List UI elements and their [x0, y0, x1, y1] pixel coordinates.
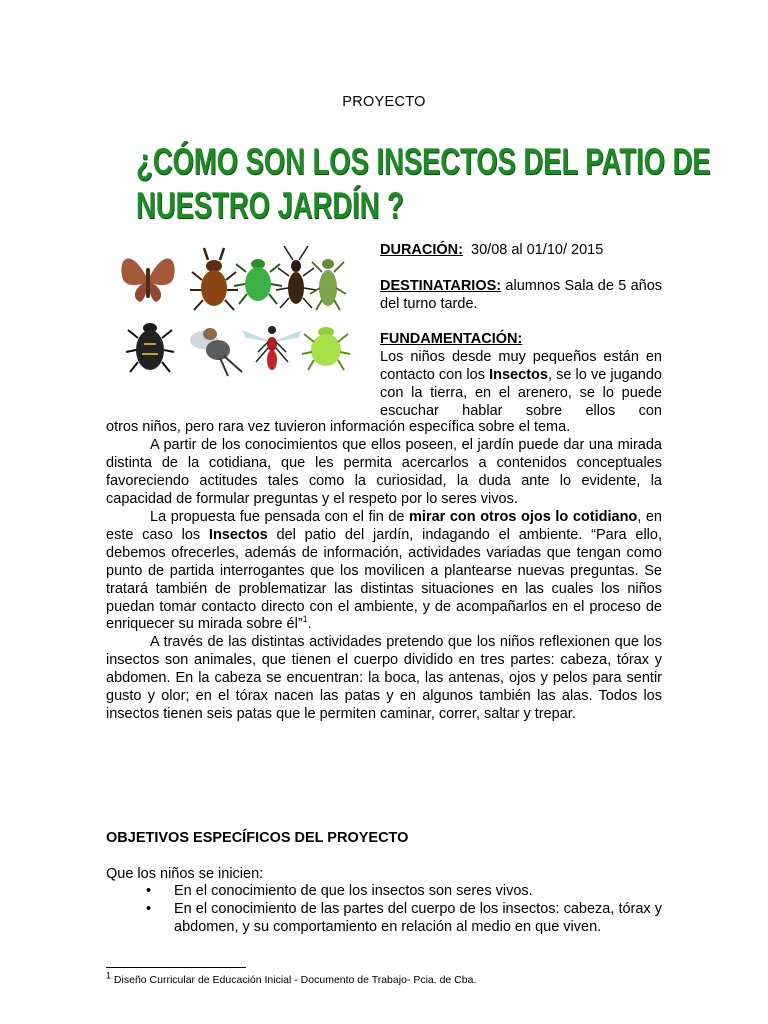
document-header: PROYECTO: [342, 94, 426, 110]
footnote: [106, 970, 477, 986]
insectos-emphasis-2: Insectos: [208, 526, 268, 543]
fly-icon: [190, 328, 242, 376]
recipients-line: [380, 277, 662, 313]
insectos-emphasis: Insectos: [489, 367, 548, 383]
insects-illustration: [106, 228, 368, 380]
list-item: • En el conocimiento de que los insectos son seres vivos.: [146, 883, 533, 899]
footnote-reference[interactable]: 1: [302, 614, 308, 625]
duration-value: 30/08 al 01/10/ 2015: [471, 242, 604, 258]
mantis-icon: [310, 259, 346, 310]
objectives-list: [146, 883, 662, 937]
paragraph-3: La propuesta fue pensada con el fin de mirar con otros ojos lo cotidiano, en este caso los Insectos del patio del jardín, indagando el ambiente. “Para ello, debemos ofrecerles, además de información, actividades variadas que tengan como punto de partida interrogantes que los movilicen a plantearse nuevas preguntas. Se tratará también de problematizar las distintas situaciones en las cuales los niños puedan tomar contacto directo con el ambiente, y de acompañarlos en el proceso de enriquecer su mirada sobre él”$^1$.: [106, 509, 663, 633]
footnote-divider: [106, 967, 246, 968]
list-item: • En el conocimiento de las partes del cuerpo de los insectos: cabeza, tórax y abdomen, y su comportamiento en relación al medio en que viven.: [146, 900, 662, 935]
project-title-line-1: ¿CÓMO SON LOS INSECTOS DEL PATIO DE: [136, 141, 711, 182]
recipients-value: alumnos Sala de 5 años del turno tarde.: [380, 278, 663, 312]
green-bug-icon: [302, 327, 350, 370]
footnote-text: Diseño Curricular de Educación Inicial - Documento de Trabajo- Pcia. de Cba.: [111, 974, 477, 986]
duration-label: DURACIÓN:: [380, 242, 463, 258]
objectives-heading: OBJETIVOS ESPECÍFICOS DEL PROYECTO: [106, 830, 409, 846]
duration-line: [380, 241, 662, 259]
footnote-mark: 1: [106, 970, 112, 981]
bullet-icon: •: [146, 900, 152, 917]
fundamentation-label: FUNDAMENTACIÓN:: [380, 331, 523, 347]
fundamentation-continuation: otros niños, pero rara vez tuvieron información específica sobre el tema.: [106, 419, 571, 435]
mirar-emphasis: mirar con otros ojos lo cotidiano: [409, 509, 638, 525]
green-beetle-icon: [234, 259, 282, 304]
stag-beetle-icon: [190, 248, 238, 310]
fundamentation-label-line: [380, 330, 662, 348]
objectives-intro: Que los niños se inicien:: [106, 866, 264, 882]
paragraph-2: A partir de los conocimientos que ellos poseen, el jardín puede dar una mirada distinta de la cotidiana, que les permita acercarlos a contenidos conceptuales favoreciendo actitudes tales como la curiosidad, la duda ante lo evidente, la capacidad de formular preguntas y el respeto por lo seres vivos.: [106, 437, 662, 507]
bullet-icon: •: [146, 883, 152, 899]
moth-icon: [121, 259, 174, 303]
recipients-label: DESTINATARIOS:: [380, 278, 502, 294]
project-title-line-2: NUESTRO JARDÍN ?: [136, 185, 404, 226]
longhorn-beetle-icon: [276, 246, 316, 308]
jewel-beetle-icon: [126, 323, 174, 372]
paragraph-4: A través de las distintas actividades pretendo que los niños reflexionen que los insectos son animales, que tienen el cuerpo dividido en tres partes: cabeza, tórax y abdomen. En la cabeza se encuentran: la boca, las antenas, ojos y pelos para sentir gusto y olor; en el tórax nacen las patas y en algunos también las alas. Todos los insectos tienen seis patas que le permiten caminar, correr, saltar y trepar.: [106, 634, 662, 722]
wasp-icon: [242, 326, 302, 370]
fundamentation-intro: Los niños desde muy pequeños están en contacto con los Insectos, se lo ve jugando con la tierra, en el arenero, se lo puede escuchar hablar sobre ellos con: [380, 349, 662, 419]
